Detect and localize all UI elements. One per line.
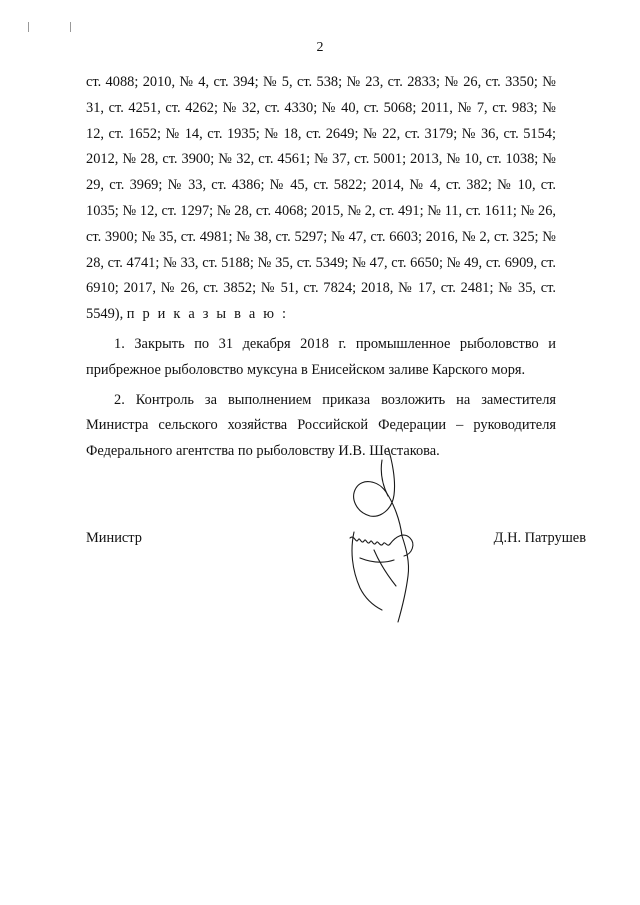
order-item-2: 2. Контроль за выполнением приказа возложить на заместителя Министра сельского хозяйства Российской Федерации – руководителя Федерального агентства по рыболовству И.В. Шестакова. bbox=[86, 391, 556, 460]
order-item-1: 1. Закрыть по 31 декабря 2018 г. промышленное рыболовство и прибрежное рыболовство муксуна в Енисейском заливе Карского моря. bbox=[86, 335, 556, 378]
order-word: п р и к а з ы в а ю : bbox=[126, 306, 289, 323]
scan-mark bbox=[28, 22, 29, 32]
legal-references-text: ст. 4088; 2010, № 4, ст. 394; № 5, ст. 538; № 23, ст. 2833; № 26, ст. 3350; № 31, ст. 4251, ст. 4262; № 32, ст. 4330; № 40, ст. 5068; 2011, № 7, ст. 983; № 12, ст. 1652; № 14, ст. 1935; № 18, ст. 2649; № 22, ст. 3179; № 36, ст. 5154; 2012, № 28, ст. 3900; № 32, ст. 4561; № 37, ст. 5001; 2013, № 10, ст. 1038; № 29, ст. 3969; № 33, ст. 4386; № 45, ст. 5822; 2014, № 4, ст. 382; № 10, ст. 1035; № 12, ст. 1297; № 28, ст. 4068; 2015, № 2, ст. 491; № 11, ст. 1611; № 26, ст. 3900; № 35, ст. 4981; № 38, ст. 5297; № 47, ст. 6603; 2016, № 2, ст. 325; № 28, ст. 4741; № 33, ст. 5188; № 35, ст. 5349; № 47, ст. 6650; № 49, ст. 6909, ст. 6910; 2017, № 26, ст. 3852; № 51, ст. 7824; 2018, № 17, ст. 2481; № 35, ст. 5549), bbox=[86, 74, 556, 323]
document-body bbox=[86, 70, 556, 465]
page-number: 2 bbox=[316, 40, 324, 55]
legal-references-paragraph bbox=[86, 70, 556, 328]
signature-icon bbox=[330, 440, 430, 640]
signer-title: Министр bbox=[86, 530, 142, 546]
signer-name: Д.Н. Патрушев bbox=[493, 530, 586, 546]
scan-mark bbox=[70, 22, 71, 32]
